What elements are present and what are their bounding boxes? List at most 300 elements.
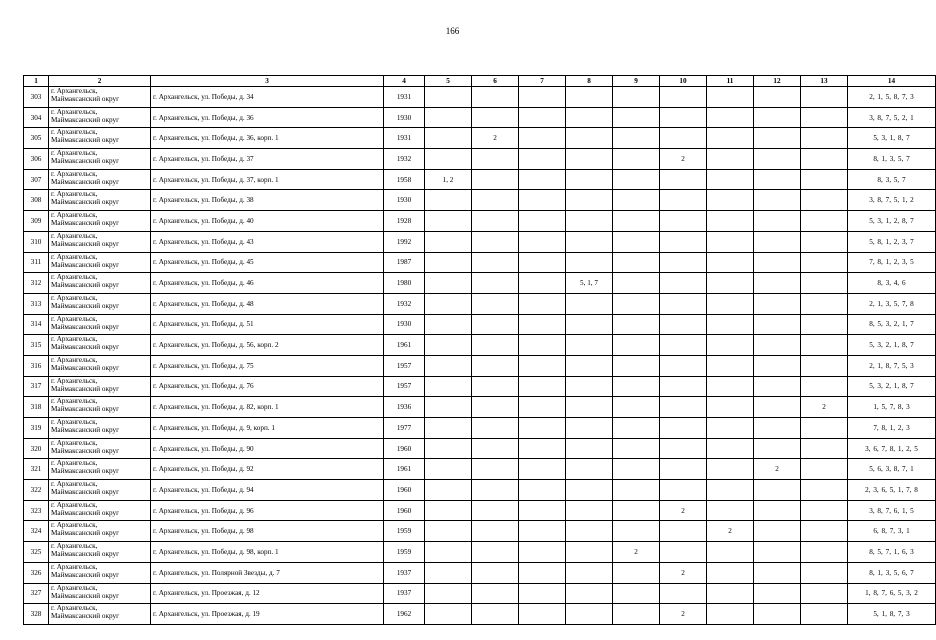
col9-cell [613,438,660,459]
col10-cell: 2 [660,562,707,583]
municipality-cell [49,169,151,190]
year-cell: 1961 [384,459,425,480]
col8-cell [566,314,613,335]
col5-cell [425,583,472,604]
year-cell: 1959 [384,521,425,542]
col13-cell [801,480,848,501]
col5-cell [425,438,472,459]
col12-cell: 2 [754,459,801,480]
col5-cell [425,87,472,108]
municipality-line: Маймаксанский округ [51,281,120,290]
municipality-cell [49,335,151,356]
col14-cell: 6, 8, 7, 3, 1 [848,521,936,542]
col8-cell [566,459,613,480]
col12-cell [754,211,801,232]
col11-cell [707,107,754,128]
municipality-cell [49,521,151,542]
col11-cell [707,231,754,252]
table-header [24,76,936,87]
col9-cell [613,190,660,211]
col5-cell [425,521,472,542]
table-row [24,149,936,170]
col6-cell [472,542,519,563]
col6-cell [472,480,519,501]
municipality-cell [49,128,151,149]
col8-cell [566,149,613,170]
col7-cell [519,583,566,604]
col5-cell [425,252,472,273]
col12-cell [754,314,801,335]
municipality-line: г. Архангельск, [51,252,98,261]
col6-cell [472,438,519,459]
col6-cell [472,149,519,170]
col11-cell [707,500,754,521]
municipality-line: Маймаксанский округ [51,260,120,269]
col14-cell: 3, 8, 7, 5, 2, 1 [848,107,936,128]
col8-cell [566,418,613,439]
col7-cell [519,397,566,418]
table-row [24,169,936,190]
table-row [24,521,936,542]
col7-cell [519,480,566,501]
municipality-line: г. Архангельск, [51,583,98,592]
col11-cell [707,169,754,190]
col9-cell [613,335,660,356]
row-number: 317 [24,376,49,397]
municipality-cell [49,397,151,418]
col5-cell [425,355,472,376]
municipality-line: Маймаксанский округ [51,177,120,186]
col5-cell [425,190,472,211]
col13-cell: 2 [801,397,848,418]
municipality-cell [49,273,151,294]
col7-cell [519,273,566,294]
col10-cell [660,521,707,542]
col13-cell [801,107,848,128]
col10-cell [660,355,707,376]
column-header-2: 2 [49,76,151,87]
address-cell: г. Архангельск, ул. Победы, д. 98, корп. 1 [151,542,384,563]
col12-cell [754,500,801,521]
col10-cell [660,293,707,314]
col13-cell [801,211,848,232]
column-header-5: 5 [425,76,472,87]
col6-cell [472,273,519,294]
col14-cell: 2, 1, 8, 7, 5, 3 [848,355,936,376]
col8-cell [566,107,613,128]
col9-cell [613,149,660,170]
col11-cell [707,293,754,314]
column-header-14: 14 [848,76,936,87]
municipality-line: Маймаксанский округ [51,550,120,559]
address-cell: г. Архангельск, ул. Победы, д. 92 [151,459,384,480]
col8-cell [566,252,613,273]
table-row [24,418,936,439]
page-number: 166 [445,26,460,36]
col6-cell [472,87,519,108]
col11-cell [707,480,754,501]
municipality-line: г. Архангельск, [51,149,98,158]
column-header-13: 13 [801,76,848,87]
col10-cell [660,459,707,480]
col7-cell [519,521,566,542]
year-cell: 1931 [384,87,425,108]
col13-cell [801,583,848,604]
year-cell: 1937 [384,562,425,583]
col11-cell [707,335,754,356]
municipality-cell [49,376,151,397]
municipality-line: Маймаксанский округ [51,157,120,166]
municipality-cell [49,293,151,314]
year-cell: 1928 [384,211,425,232]
table-row [24,314,936,335]
municipality-line: г. Архангельск, [51,169,98,178]
municipality-line: г. Архангельск, [51,542,98,551]
col14-cell: 3, 8, 7, 6, 1, 5 [848,500,936,521]
year-cell: 1992 [384,231,425,252]
address-cell: г. Архангельск, ул. Победы, д. 76 [151,376,384,397]
col6-cell [472,252,519,273]
municipality-cell [49,149,151,170]
municipality-line: г. Архангельск, [51,562,98,571]
col7-cell [519,459,566,480]
col6-cell [472,107,519,128]
col6-cell [472,500,519,521]
municipality-cell [49,562,151,583]
col5-cell [425,397,472,418]
municipality-line: Маймаксанский округ [51,446,120,455]
col13-cell [801,418,848,439]
col14-cell: 1, 8, 7, 6, 5, 3, 2 [848,583,936,604]
col7-cell [519,438,566,459]
col10-cell [660,107,707,128]
municipality-cell [49,500,151,521]
col7-cell [519,231,566,252]
col5-cell [425,604,472,625]
col8-cell [566,128,613,149]
col13-cell [801,87,848,108]
col14-cell: 8, 5, 7, 1, 6, 3 [848,542,936,563]
col12-cell [754,231,801,252]
table-row [24,252,936,273]
address-cell: г. Архангельск, ул. Полярной Звезды, д. 7 [151,562,384,583]
col10-cell [660,314,707,335]
col9-cell [613,169,660,190]
col5-cell [425,480,472,501]
year-cell: 1957 [384,355,425,376]
col5-cell [425,231,472,252]
row-number: 303 [24,87,49,108]
col9-cell [613,480,660,501]
address-cell: г. Архангельск, ул. Победы, д. 96 [151,500,384,521]
col10-cell [660,169,707,190]
col5-cell [425,500,472,521]
housing-register-table [23,75,936,625]
row-number: 310 [24,231,49,252]
address-cell: г. Архангельск, ул. Победы, д. 56, корп. 2 [151,335,384,356]
municipality-line: Маймаксанский округ [51,198,120,207]
table-row [24,604,936,625]
column-header-1: 1 [24,76,49,87]
col7-cell [519,562,566,583]
column-header-9: 9 [613,76,660,87]
year-cell: 1937 [384,583,425,604]
municipality-line: г. Архангельск, [51,604,98,613]
municipality-cell [49,480,151,501]
municipality-line: Маймаксанский округ [51,322,120,331]
table-row [24,583,936,604]
col14-cell: 3, 6, 7, 8, 1, 2, 5 [848,438,936,459]
row-number: 328 [24,604,49,625]
year-cell: 1960 [384,480,425,501]
row-number: 318 [24,397,49,418]
col14-cell: 7, 8, 1, 2, 3, 5 [848,252,936,273]
col11-cell [707,376,754,397]
municipality-line: Маймаксанский округ [51,570,120,579]
col11-cell [707,149,754,170]
table-row [24,211,936,232]
municipality-cell [49,314,151,335]
table-row [24,542,936,563]
col7-cell [519,355,566,376]
col6-cell [472,314,519,335]
address-cell: г. Архангельск, ул. Победы, д. 37, корп. 1 [151,169,384,190]
col10-cell [660,418,707,439]
col12-cell [754,335,801,356]
table-row [24,128,936,149]
col8-cell [566,521,613,542]
year-cell: 1960 [384,500,425,521]
col9-cell [613,418,660,439]
col12-cell [754,418,801,439]
municipality-cell [49,355,151,376]
col5-cell [425,128,472,149]
col11-cell [707,418,754,439]
col8-cell [566,480,613,501]
table-row [24,107,936,128]
row-number: 313 [24,293,49,314]
col12-cell [754,128,801,149]
col7-cell [519,293,566,314]
column-header-7: 7 [519,76,566,87]
municipality-line: г. Архангельск, [51,459,98,468]
year-cell: 1932 [384,149,425,170]
col9-cell: 2 [613,542,660,563]
col6-cell [472,211,519,232]
col7-cell [519,335,566,356]
col14-cell: 5, 6, 3, 8, 7, 1 [848,459,936,480]
col7-cell [519,418,566,439]
municipality-line: Маймаксанский округ [51,115,120,124]
municipality-line: Маймаксанский округ [51,219,120,228]
col6-cell [472,459,519,480]
col13-cell [801,438,848,459]
col14-cell: 3, 8, 7, 5, 1, 2 [848,190,936,211]
col7-cell [519,107,566,128]
table-row [24,335,936,356]
col14-cell: 2, 3, 6, 5, 1, 7, 8 [848,480,936,501]
col11-cell: 2 [707,521,754,542]
row-number: 326 [24,562,49,583]
col9-cell [613,107,660,128]
col12-cell [754,604,801,625]
col11-cell [707,583,754,604]
col7-cell [519,169,566,190]
table-row [24,273,936,294]
col14-cell: 8, 1, 3, 5, 6, 7 [848,562,936,583]
col7-cell [519,149,566,170]
row-number: 320 [24,438,49,459]
table-row [24,376,936,397]
address-cell: г. Архангельск, ул. Победы, д. 40 [151,211,384,232]
municipality-cell [49,542,151,563]
col10-cell [660,480,707,501]
table-row [24,480,936,501]
col10-cell [660,273,707,294]
col10-cell [660,211,707,232]
table-row [24,293,936,314]
municipality-line: г. Архангельск, [51,376,98,385]
col8-cell [566,231,613,252]
address-cell: г. Архангельск, ул. Победы, д. 48 [151,293,384,314]
col13-cell [801,149,848,170]
table-row [24,87,936,108]
col5-cell: 1, 2 [425,169,472,190]
col9-cell [613,376,660,397]
col11-cell [707,397,754,418]
municipality-line: г. Архангельск, [51,438,98,447]
col9-cell [613,604,660,625]
col13-cell [801,604,848,625]
col7-cell [519,252,566,273]
col8-cell [566,438,613,459]
col9-cell [613,500,660,521]
col5-cell [425,314,472,335]
column-header-3: 3 [151,76,384,87]
col12-cell [754,583,801,604]
col8-cell [566,397,613,418]
col8-cell [566,500,613,521]
col5-cell [425,562,472,583]
col7-cell [519,211,566,232]
col8-cell [566,211,613,232]
municipality-line: Маймаксанский округ [51,136,120,145]
col11-cell [707,211,754,232]
municipality-line: г. Архангельск, [51,293,98,302]
col12-cell [754,293,801,314]
col10-cell [660,438,707,459]
municipality-line: г. Архангельск, [51,211,98,220]
col11-cell [707,438,754,459]
year-cell: 1987 [384,252,425,273]
table-row [24,500,936,521]
year-cell: 1931 [384,128,425,149]
col9-cell [613,459,660,480]
col8-cell [566,169,613,190]
address-cell: г. Архангельск, ул. Победы, д. 75 [151,355,384,376]
address-cell: г. Архангельск, ул. Проезжая, д. 19 [151,604,384,625]
col7-cell [519,128,566,149]
col5-cell [425,273,472,294]
col8-cell [566,335,613,356]
address-cell: г. Архангельск, ул. Победы, д. 51 [151,314,384,335]
municipality-line: Маймаксанский округ [51,343,120,352]
address-cell: г. Архангельск, ул. Победы, д. 98 [151,521,384,542]
col12-cell [754,169,801,190]
address-cell: г. Архангельск, ул. Победы, д. 9, корп. 1 [151,418,384,439]
col5-cell [425,542,472,563]
col10-cell [660,583,707,604]
address-cell: г. Архангельск, ул. Победы, д. 37 [151,149,384,170]
row-number: 324 [24,521,49,542]
col10-cell [660,252,707,273]
row-number: 327 [24,583,49,604]
col11-cell [707,562,754,583]
col11-cell [707,273,754,294]
col6-cell [472,583,519,604]
table-row [24,231,936,252]
municipality-cell [49,190,151,211]
col14-cell: 7, 8, 1, 2, 3 [848,418,936,439]
col9-cell [613,273,660,294]
col7-cell [519,87,566,108]
col9-cell [613,397,660,418]
col13-cell [801,231,848,252]
col10-cell [660,335,707,356]
col6-cell [472,335,519,356]
col8-cell [566,604,613,625]
col11-cell [707,542,754,563]
col7-cell [519,190,566,211]
col9-cell [613,521,660,542]
municipality-line: Маймаксанский округ [51,529,120,538]
municipality-cell [49,418,151,439]
row-number: 322 [24,480,49,501]
col13-cell [801,355,848,376]
col13-cell [801,562,848,583]
row-number: 319 [24,418,49,439]
municipality-line: Маймаксанский округ [51,426,120,434]
row-number: 309 [24,211,49,232]
municipality-line: Маймаксанский округ [51,612,120,621]
col8-cell [566,190,613,211]
table-row [24,397,936,418]
col13-cell [801,252,848,273]
table-row [24,355,936,376]
municipality-line: г. Архангельск, [51,355,98,364]
municipality-cell [49,459,151,480]
col14-cell: 8, 1, 3, 5, 7 [848,149,936,170]
municipality-line: г. Архангельск, [51,190,98,199]
row-number: 306 [24,149,49,170]
col5-cell [425,335,472,356]
municipality-cell [49,604,151,625]
year-cell: 1961 [384,335,425,356]
row-number: 307 [24,169,49,190]
header-row [24,76,936,87]
municipality-line: Маймаксанский округ [51,508,120,517]
col9-cell [613,293,660,314]
col13-cell [801,521,848,542]
col12-cell [754,542,801,563]
col9-cell [613,87,660,108]
row-number: 305 [24,128,49,149]
col12-cell [754,397,801,418]
col14-cell: 8, 5, 3, 2, 1, 7 [848,314,936,335]
col6-cell [472,355,519,376]
col5-cell [425,149,472,170]
col10-cell [660,542,707,563]
